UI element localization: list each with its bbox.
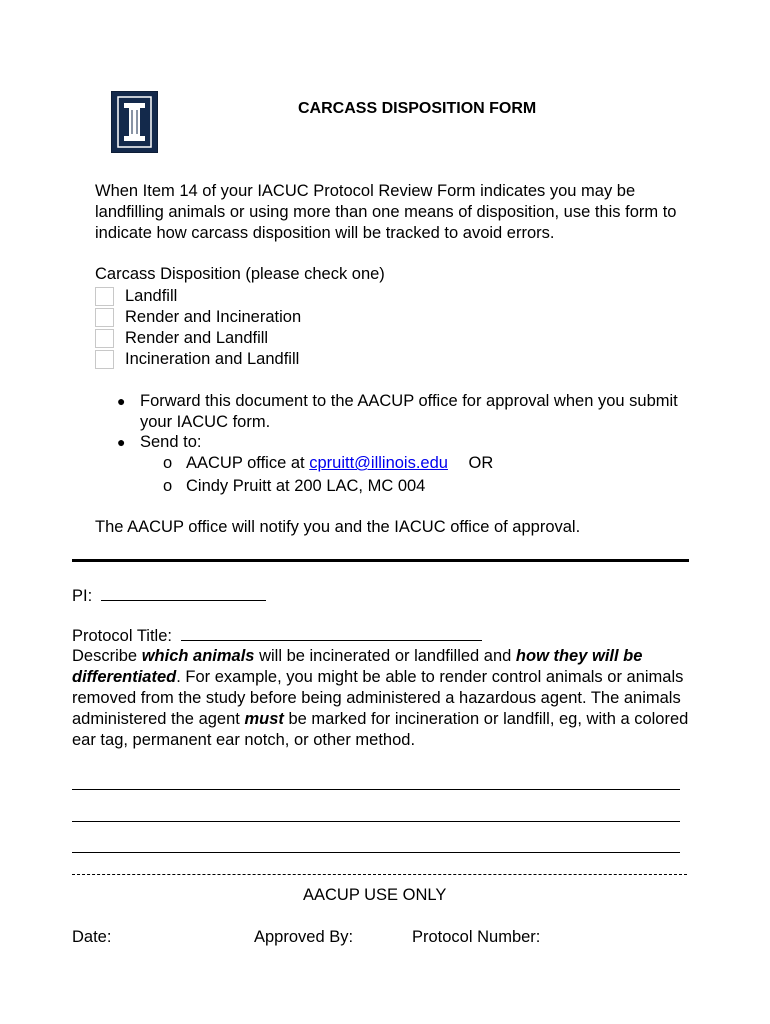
option-render-landfill[interactable] xyxy=(95,328,268,349)
sub-bullet-marker: o xyxy=(163,454,173,472)
approved-by-label: Approved By: xyxy=(254,928,354,946)
bullet-icon: ● xyxy=(117,434,126,450)
bullet-send-to: ● Send to: xyxy=(117,433,202,451)
checkbox[interactable] xyxy=(95,308,114,327)
checkbox[interactable] xyxy=(95,350,114,369)
option-landfill[interactable] xyxy=(95,286,177,307)
pi-field[interactable] xyxy=(101,585,266,601)
dashed-separator xyxy=(72,874,687,875)
sub-bullet-marker: o xyxy=(163,477,173,495)
answer-line[interactable] xyxy=(72,821,680,822)
option-label: Landfill xyxy=(125,287,178,305)
bullet-forward: ● Forward this document to the AACUP office for approval when you submit your IACUC form. xyxy=(117,392,678,431)
pi-label: PI: xyxy=(72,587,93,605)
notify-text: The AACUP office will notify you and the IACUC office of approval. xyxy=(95,518,581,536)
protocol-title-row xyxy=(72,625,482,647)
form-title: CARCASS DISPOSITION FORM xyxy=(298,100,537,117)
option-incineration-landfill[interactable] xyxy=(95,349,299,370)
protocol-title-label: Protocol Title: xyxy=(72,627,172,645)
answer-line[interactable] xyxy=(72,789,680,790)
sub-item-aacup-office: o AACUP office at cpruitt@illinois.edu OR xyxy=(163,454,494,472)
checkbox[interactable] xyxy=(95,287,114,306)
protocol-title-field[interactable] xyxy=(181,625,482,641)
option-label: Render and Incineration xyxy=(125,308,302,326)
describe-paragraph: Describe which animals will be incinerated or landfilled and how they will be differentiated. For example, you might be able to render control animals or animals removed from the study before being administered a hazardous agent. The animals administered the agent must be marked for incineration or landfill, eg, with a colored ear tag, permanent ear notch, or other method. xyxy=(72,647,689,749)
email-link[interactable]: cpruitt@illinois.edu xyxy=(309,454,448,472)
section-divider xyxy=(72,559,689,562)
option-render-incineration[interactable] xyxy=(95,307,301,328)
aacup-use-only-label: AACUP USE ONLY xyxy=(303,886,447,904)
checkbox[interactable] xyxy=(95,329,114,348)
university-logo xyxy=(111,91,158,153)
bullet-icon: ● xyxy=(117,393,126,409)
protocol-number-label: Protocol Number: xyxy=(412,928,541,946)
option-label: Incineration and Landfill xyxy=(125,350,300,368)
pi-row xyxy=(72,585,266,607)
option-label: Render and Landfill xyxy=(125,329,269,347)
sub-item-cindy-pruitt: o Cindy Pruitt at 200 LAC, MC 004 xyxy=(163,477,426,495)
date-label: Date: xyxy=(72,928,112,946)
disposition-heading: Carcass Disposition (please check one) xyxy=(95,265,385,283)
answer-line[interactable] xyxy=(72,852,680,853)
intro-paragraph: When Item 14 of your IACUC Protocol Review Form indicates you may be landfilling animals or using more than one means of disposition, use this form to indicate how carcass disposition will be tracked to avoid errors. xyxy=(95,182,677,242)
